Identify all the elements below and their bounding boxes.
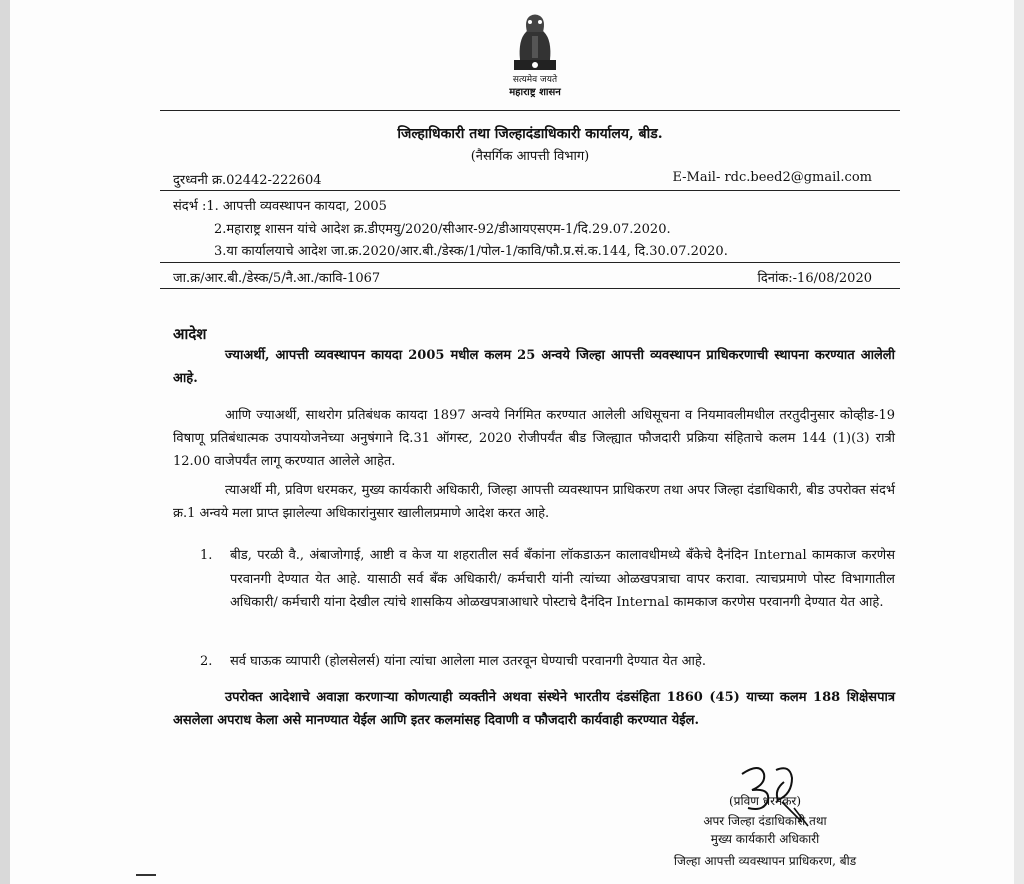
list-item-number: 1. [200,548,213,563]
paragraph-2: आणि ज्याअर्थी, साथरोग प्रतिबंधक कायदा 1897 अन्वये निर्गमित करण्यात आलेली अधिसूचना व नियमावलीमधील तरतुदीनुसार कोव्हीड-19 विषाणू प्रतिबंधात्मक उपाययोजनेच्या अनुषंगाने दि.31 ऑगस्ट, 2020 रोजीपर्यंत बीड जिल्ह्यात फौजदारी प्रक्रिया संहिताचे कलम 144 (1)(3) रात्री 12.00 वाजेपर्यंत लागू करण्यात आलेले आहेत. [173,408,895,469]
outward-number: जा.क्र/आर.बी./डेस्क/5/नै.आ./कावि-1067 [173,271,381,286]
paragraph-3: त्याअर्थी मी, प्रविण धरमकर, मुख्य कार्यकारी अधिकारी, जिल्हा आपत्ती व्यवस्थापन प्राधिकरण तथा अपर जिल्हा दंडाधिकारी, बीड उपरोक्त संदर्भ क्र.1 अन्वये मला प्राप्त झालेल्या अधिकारांनुसार खालीलप्रमाणे आदेश करत आहे. [173,483,895,521]
signatory-name: (प्रविण धरमकर) [728,794,802,808]
reference-1: संदर्भ :1. आपत्ती व्यवस्थापन कायदा, 2005 [173,199,387,214]
reference-2: 2.महाराष्ट्र शासन यांचे आदेश क्र.डीएमयु/2020/सीआर-92/डीआयएसएम-1/दि.29.07.2020. [214,222,671,237]
list-item-text: सर्व घाऊक व्यापारी (होलसेलर्स) यांना त्यांचा आलेला माल उतरवून घेण्याची परवानगी देण्यात येत आहे. [230,654,706,669]
signatory-designation-2: मुख्य कार्यकारी अधिकारी [710,832,820,846]
paragraph-4: उपरोक्त आदेशाचे अवाज्ञा करणाऱ्या कोणत्याही व्यक्तीने अथवा संस्थेने भारतीय दंडसंहिता 1860 (45) याच्या कलम 188 शिक्षेसपात्र असलेला अपराध केला असे मानण्यात येईल आणि इतर कलमांसह दिवाणी व फौजदारी कार्यवाही करण्यात येईल. [173,690,895,728]
motto: सत्यमेव जयते [512,75,558,85]
reference-3: 3.या कार्यालयाचे आदेश जा.क्र.2020/आर.बी./डेस्क/1/पोल-1/कावि/फौ.प्र.सं.क.144, दि.30.07.2020. [214,244,728,259]
order-heading: आदेश [173,325,207,343]
phone-number: दुरध्वनी क्र.02442-222604 [173,173,322,188]
bottom-mark [136,874,156,876]
national-emblem-icon [500,10,570,74]
divider [160,190,900,191]
signatory-designation-3: जिल्हा आपत्ती व्यवस्थापन प्राधिकरण, बीड [673,854,857,868]
email-address: E-Mail- rdc.beed2@gmail.com [672,170,872,185]
list-item [200,544,895,615]
document-page [10,0,1014,884]
divider [160,288,900,289]
page-edge [0,0,10,884]
divider [160,262,900,263]
government-name: महाराष्ट्र शासन [509,87,561,98]
paragraph-1: ज्याअर्थी, आपत्ती व्यवस्थापन कायदा 2005 मधील कलम 25 अन्वये जिल्हा आपत्ती व्यवस्थापन प्राधिकरणाची स्थापना करण्यात आलेली आहे. [173,348,895,386]
department-name: (नैसर्गिक आपत्ती विभाग) [470,149,590,164]
list-item [200,650,895,674]
list-item-text: बीड, परळी वै., अंबाजोगाई, आष्टी व केज या शहरातील सर्व बँकांना लॉकडाऊन कालावधीमध्ये बँकेचे दैनंदिन Internal कामकाज करणेस परवानगी देण्यात येत आहे. यासाठी सर्व बँक अधिकारी/ कर्मचारी यांनी त्यांच्या ओळखपत्राचा वापर करावा. त्याचप्रमाणे पोस्ट विभागातील अधिकारी/ कर्मचारी यांना देखील त्यांचे शासकिय ओळखपत्राआधारे पोस्टाचे दैनंदिन Internal कामकाज करणेस परवानगी देण्यात येत आहे. [230,548,895,610]
divider [160,110,900,111]
list-item-number: 2. [200,654,213,669]
office-title: जिल्हाधिकारी तथा जिल्हादंडाधिकारी कार्यालय, बीड. [397,126,663,142]
signatory-designation-1: अपर जिल्हा दंडाधिकारी तथा [703,814,827,828]
order-date: दिनांक:-16/08/2020 [757,271,872,286]
